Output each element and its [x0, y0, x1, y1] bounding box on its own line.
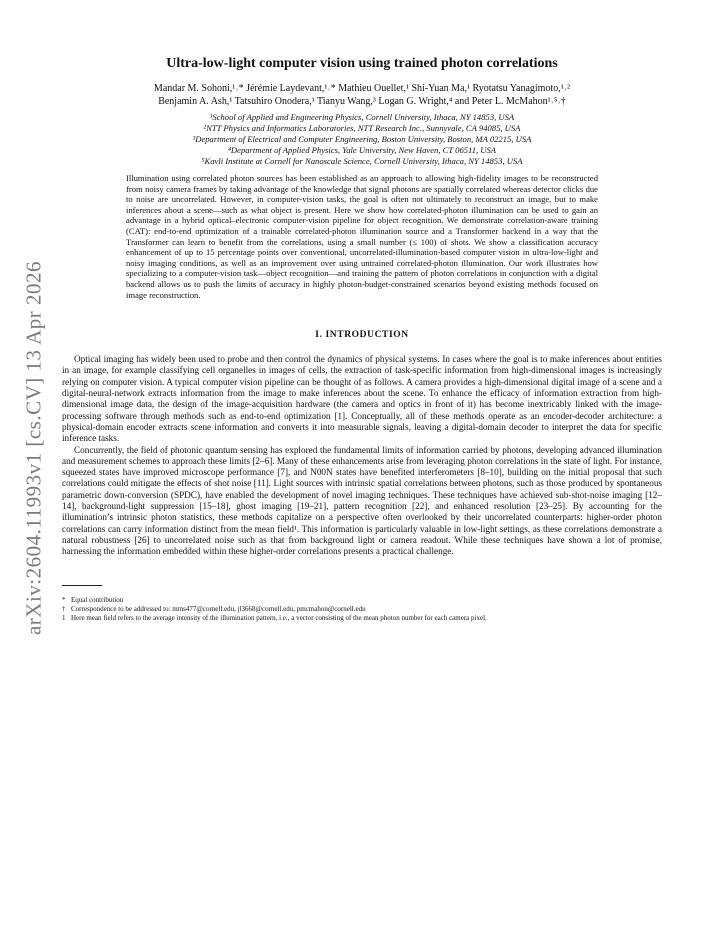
footnote-mark: *	[62, 596, 66, 605]
footnote-text: Here mean field refers to the average intensity of the illumination pattern, i.e., a vector consisting of the mean photon number for each camera pixel.	[71, 614, 487, 623]
section-heading: I. INTRODUCTION	[315, 330, 409, 341]
footnote	[62, 596, 662, 605]
footnote-text: Correspondence to be addressed to: mms477@cornell.edu, jl3668@cornell.edu, pmcmahon@cornell.edu	[71, 605, 366, 614]
arxiv-identifier: arXiv:2604.11993v1 [cs.CV] 13 Apr 2026	[21, 260, 46, 636]
affiliation: ⁵Kavli Institute at Cornell for Nanoscale Science, Cornell University, Ithaca, NY 14853, USA	[201, 156, 523, 166]
abstract: Illumination using correlated photon sources has been established as an approach to allowing high-fidelity images to be reconstructed from noisy camera frames by taking advantage of the knowledge that signal photons are spatially correlated whereas detector clicks due to noise are uncorrelated. However, in computer-vision tasks, the goal is often not ultimately to reconstruct an image, but to make inferences about a scene—such as what object is present. Here we show how correlated-photon illumination can be used to gain an advantage in a hybrid optical–electronic computer-vision pipeline for object recognition. We demonstrate correlation-aware training (CAT): end-to-end optimization of a trainable correlated-photon illumination source and a Transformer backend in a way that the Transformer can learn to benefit from the correlations, using a small number (≤ 100) of shots. We show a classification accuracy enhancement of up to 15 percentage points over conventional, uncorrelated-illumination-based computer vision in ultra-low-light and noisy imaging conditions, as well as an improvement over using untrained correlated-photon illumination. Our work illustrates how specializing to a computer-vision task—object recognition—and training the pattern of photon correlations in conjunction with a digital backend allows us to push the limits of accuracy in highly photon-budget-constrained scenarios beyond existing methods focused on image reconstruction.	[126, 173, 598, 300]
affiliation-list	[62, 112, 662, 167]
author-line: Mandar M. Sohoni,¹˒* Jérémie Laydevant,¹˒* Mathieu Ouellet,¹ Shi-Yuan Ma,¹ Ryotatsu Yanagimoto,¹˒²	[153, 83, 571, 94]
footnote-text: Equal contribution	[71, 596, 124, 605]
footnote-rule	[62, 585, 102, 586]
footnote	[62, 605, 662, 614]
footnotes	[62, 596, 662, 623]
footnote-mark: 1	[62, 614, 66, 623]
affiliation: ¹School of Applied and Engineering Physics, Cornell University, Ithaca, NY 14853, USA	[209, 112, 515, 122]
author-list	[62, 82, 662, 108]
author-line: Benjamin A. Ash,¹ Tatsuhiro Onodera,¹ Tianyu Wang,³ Logan G. Wright,⁴ and Peter L. McMahon¹˒⁵˒†	[158, 96, 566, 107]
affiliation: ⁴Department of Applied Physics, Yale University, New Haven, CT 06511, USA	[227, 145, 497, 155]
footnote-mark: †	[62, 605, 66, 614]
affiliation: ³Department of Electrical and Computer Engineering, Boston University, Boston, MA 02215, USA	[192, 134, 532, 144]
paper-title: Ultra-low-light computer vision using trained photon correlations	[166, 56, 558, 71]
affiliation: ²NTT Physics and Informatics Laboratories, NTT Research Inc., Sunnyvale, CA 94085, USA	[203, 123, 521, 133]
paper-page	[62, 56, 662, 623]
body-paragraph: Concurrently, the field of photonic quantum sensing has explored the fundamental limits of information carried by photons, developing advanced illumination and measurement schemes to approach these limits [2–6]. Many of these enhancements arise from leveraging photon correlations in the state of light. For instance, squeezed states have improved microscope performance [7], and N00N states have benefited interferometers [8–10], building on the initial proposal that such correlations could mitigate the effects of shot noise [11]. Light sources with intrinsic spatial correlations between photons, such as those produced by spontaneous parametric down-conversion (SPDC), have enabled the development of novel imaging techniques. These techniques have achieved sub-shot-noise imaging [12–14], background-light suppression [15–18], ghost imaging [19–21], pattern recognition [22], and enhanced resolution [23–25]. By accounting for the illumination’s intrinsic photon statistics, these methods capitalize on a perspective often overlooked by their uncorrelated counterparts: higher-order photon correlations can carry information distinct from the mean field¹. This information is particularly valuable in low-light settings, as these correlations demonstrate a natural robustness [26] to uncorrelated noise such as that from background light or camera readout. While these techniques have shown a lot of promise, harnessing the information embedded within these higher-order correlations presents a practical challenge.	[62, 444, 662, 557]
footnote	[62, 614, 662, 623]
arxiv-sidebar-stamp	[14, 248, 54, 648]
body-paragraph: Optical imaging has widely been used to probe and then control the dynamics of physical systems. In cases where the goal is to make inferences about entities in an image, for example classifying cell organelles in images of cells, the extraction of task-specific information from high-dimensional images is increasingly relying on computer vision. A typical computer vision pipeline can be thought of as follows. A camera provides a high-dimensional digital image of a scene and a digital-neural-network extracts information from the image to make inferences about the scene. To enhance the efficacy of information extraction from high-dimensional image data, the design of the image-acquisition hardware (the camera and optics in front of it) has become inextricably linked with the image-processing software through methods such as end-to-end optimization [1]. Conceptually, all of these methods operate as an encoder-decoder architecture: a physical-domain encoder extracts scene information and converts it into measurable signals, leaving a digital-domain decoder to interpret the data for specific inference tasks.	[62, 354, 662, 444]
